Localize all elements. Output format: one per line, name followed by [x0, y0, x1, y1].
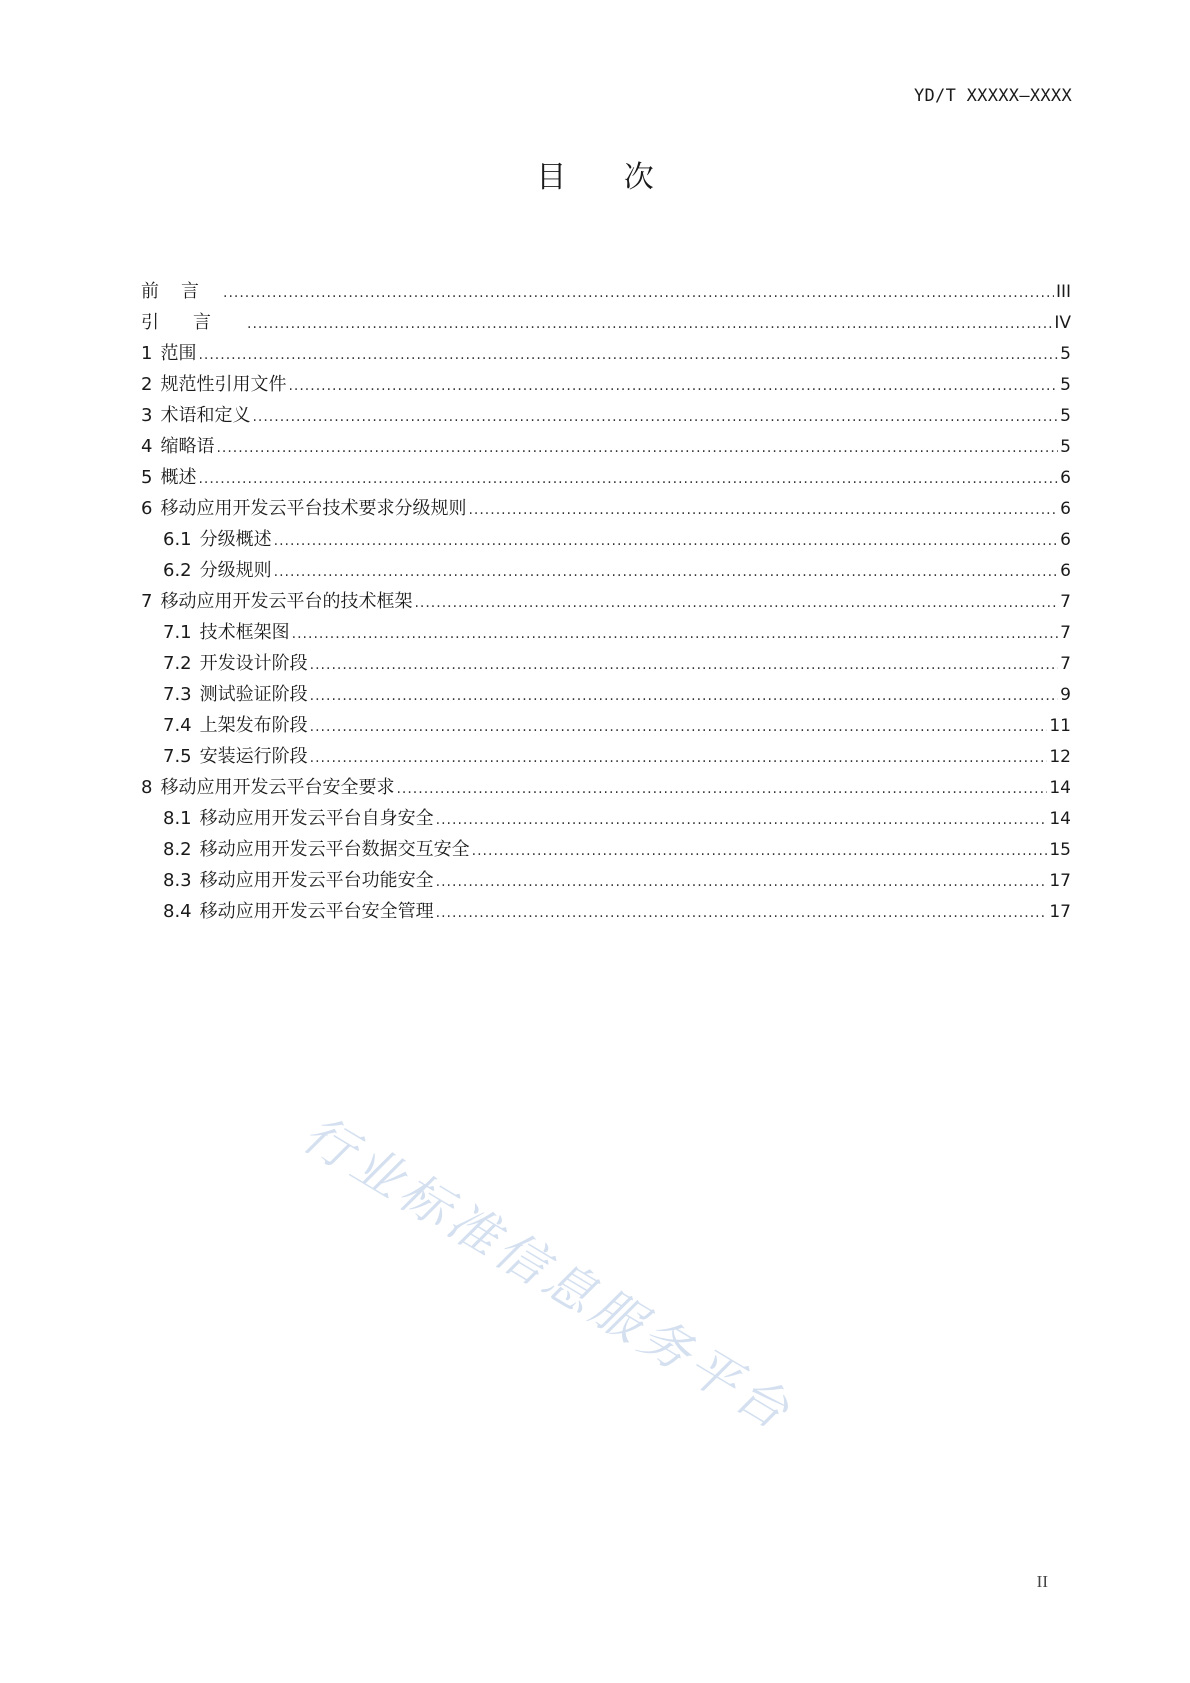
toc-leader-dots	[223, 278, 1054, 309]
toc-entry-page: 12	[1049, 747, 1071, 767]
toc-entry[interactable]	[141, 555, 1071, 586]
toc-entry-number: 1	[141, 343, 153, 364]
toc-entry[interactable]	[141, 741, 1071, 772]
toc-leader-dots	[414, 588, 1058, 619]
toc-entry-page: IV	[1054, 313, 1071, 333]
toc-entry[interactable]	[141, 834, 1071, 865]
toc-entry[interactable]	[141, 679, 1071, 710]
toc-entry[interactable]	[141, 307, 1071, 338]
toc-leader-dots	[292, 619, 1059, 650]
toc-entry-number: 5	[141, 467, 153, 488]
toc-entry-page: 17	[1049, 902, 1071, 922]
toc-leader-dots	[310, 681, 1059, 712]
toc-entry-number: 2	[141, 374, 153, 395]
toc-leader-dots	[310, 743, 1048, 774]
toc-entry-number: 6	[141, 498, 153, 519]
toc-entry-number: 8	[141, 777, 153, 798]
toc-entry-label: 引言	[141, 312, 245, 333]
toc-entry-page: 14	[1049, 809, 1071, 829]
toc-entry-label: 移动应用开发云平台安全要求	[160, 777, 395, 798]
toc-entry-page: 6	[1060, 561, 1071, 581]
toc-entry[interactable]	[141, 524, 1071, 555]
page-title: 目 次	[536, 160, 678, 195]
toc-entry[interactable]	[141, 586, 1071, 617]
toc-leader-dots	[198, 464, 1058, 495]
toc-entry[interactable]	[141, 896, 1071, 927]
toc-entry-page: 15	[1049, 840, 1071, 860]
toc-entry-label: 移动应用开发云平台的技术框架	[160, 591, 413, 612]
toc-entry-label: 术语和定义	[160, 405, 251, 426]
toc-leader-dots	[288, 371, 1058, 402]
toc-entry-label: 移动应用开发云平台自身安全	[199, 808, 434, 829]
toc-entry-label: 开发设计阶段	[199, 653, 308, 674]
toc-entry-number: 7.1	[163, 622, 192, 643]
toc-entry-number: 8.3	[163, 870, 192, 891]
toc-entry-page: 7	[1060, 654, 1071, 674]
toc-entry-page: 17	[1049, 871, 1071, 891]
toc-leader-dots	[198, 340, 1058, 371]
toc-entry-number: 4	[141, 436, 153, 457]
toc-leader-dots	[436, 867, 1048, 898]
toc-entry-label: 技术框架图	[199, 622, 290, 643]
toc-entry-label: 测试验证阶段	[199, 684, 308, 705]
document-code: YD/T XXXXX—XXXX	[913, 86, 1072, 106]
toc-entry[interactable]	[141, 369, 1071, 400]
toc-entry-label: 规范性引用文件	[160, 374, 287, 395]
watermark: 行业标准信息服务平台	[293, 1104, 803, 1443]
toc-entry-label: 分级规则	[199, 560, 272, 581]
toc-leader-dots	[472, 836, 1048, 867]
toc-entry[interactable]	[141, 338, 1071, 369]
page-number: II	[1036, 1572, 1048, 1591]
toc-leader-dots	[216, 433, 1058, 464]
toc-entry-label: 移动应用开发云平台技术要求分级规则	[160, 498, 467, 519]
toc-entry[interactable]	[141, 710, 1071, 741]
toc-entry-number: 7.5	[163, 746, 192, 767]
toc-leader-dots	[396, 774, 1047, 805]
toc-entry-page: 11	[1049, 716, 1071, 736]
toc-leader-dots	[252, 402, 1058, 433]
toc-entry-page: 14	[1049, 778, 1071, 798]
toc-entry-label: 分级概述	[199, 529, 272, 550]
toc-entry-number: 6.2	[163, 560, 192, 581]
toc-entry-page: III	[1055, 282, 1071, 302]
toc-entry-label: 移动应用开发云平台功能安全	[199, 870, 434, 891]
toc-entry-page: 6	[1060, 499, 1071, 519]
toc-entry-page: 5	[1060, 375, 1071, 395]
toc-entry[interactable]	[141, 617, 1071, 648]
toc-entry[interactable]	[141, 772, 1071, 803]
toc-entry[interactable]	[141, 431, 1071, 462]
toc-entry[interactable]	[141, 648, 1071, 679]
toc-entry-page: 7	[1060, 623, 1071, 643]
toc-entry-number: 3	[141, 405, 153, 426]
toc-entry[interactable]	[141, 803, 1071, 834]
toc-entry-page: 6	[1060, 468, 1071, 488]
toc-entry-number: 7.2	[163, 653, 192, 674]
toc-entry[interactable]	[141, 276, 1071, 307]
toc-entry-number: 7	[141, 591, 153, 612]
toc-entry[interactable]	[141, 865, 1071, 896]
toc-entry-label: 范围	[160, 343, 197, 364]
toc-leader-dots	[274, 526, 1059, 557]
toc-entry-label: 移动应用开发云平台数据交互安全	[199, 839, 470, 860]
toc-entry-number: 7.3	[163, 684, 192, 705]
toc-entry-page: 5	[1060, 344, 1071, 364]
toc-entry-label: 缩略语	[160, 436, 215, 457]
toc-entry-number: 6.1	[163, 529, 192, 550]
toc-entry-number: 8.4	[163, 901, 192, 922]
toc-entry-page: 5	[1060, 406, 1071, 426]
toc-leader-dots	[468, 495, 1058, 526]
toc-entry[interactable]	[141, 400, 1071, 431]
toc-entry-number: 7.4	[163, 715, 192, 736]
toc-entry-label: 概述	[160, 467, 197, 488]
toc-entry-label: 安装运行阶段	[199, 746, 308, 767]
toc-entry-page: 5	[1060, 437, 1071, 457]
toc-entry-label: 上架发布阶段	[199, 715, 308, 736]
toc-leader-dots	[436, 805, 1048, 836]
toc-entry-number: 8.2	[163, 839, 192, 860]
table-of-contents	[141, 276, 1071, 927]
toc-entry-page: 6	[1060, 530, 1071, 550]
toc-entry-label: 移动应用开发云平台安全管理	[199, 901, 434, 922]
toc-entry[interactable]	[141, 462, 1071, 493]
toc-entry-number: 8.1	[163, 808, 192, 829]
toc-entry-page: 9	[1060, 685, 1071, 705]
toc-leader-dots	[274, 557, 1059, 588]
toc-leader-dots	[310, 712, 1048, 743]
toc-entry-label: 前言	[141, 281, 221, 302]
toc-leader-dots	[436, 898, 1048, 929]
toc-entry[interactable]	[141, 493, 1071, 524]
toc-leader-dots	[247, 309, 1052, 340]
toc-entry-page: 7	[1060, 592, 1071, 612]
toc-leader-dots	[310, 650, 1059, 681]
